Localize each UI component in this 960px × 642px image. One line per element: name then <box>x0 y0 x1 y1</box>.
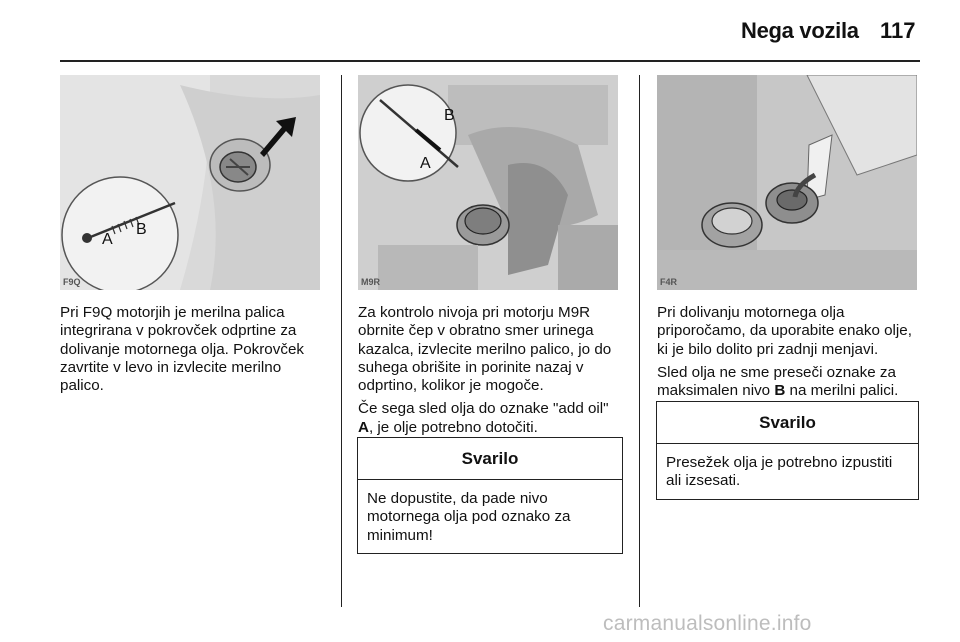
column-3-text <box>657 304 923 405</box>
figure-code: F4R <box>660 277 678 287</box>
figure-code: M9R <box>361 277 381 287</box>
figure-code: F9Q <box>63 277 81 287</box>
mark-b: B <box>774 382 786 400</box>
warning-box <box>656 401 919 500</box>
column-2-text <box>358 304 624 442</box>
warning-body: Presežek olja je potrebno izpustiti ali izsesati. <box>666 454 893 490</box>
column-1-text <box>60 304 322 400</box>
paragraph-max-level <box>657 364 923 401</box>
warning-body: Ne dopustite, da pade nivo motornega olja pod oznako za minimum! <box>367 490 571 544</box>
mark-a: A <box>358 418 369 436</box>
header-rule <box>60 60 920 62</box>
paragraph-text: Če sega sled olja do oznake "add oil" <box>358 400 609 418</box>
warning-box <box>357 437 623 554</box>
paragraph: Pri F9Q motorjih je merilna palica integrirana v pokrovček odprtine za dolivanje motornega olja. Pokrovček zavrtite v levo in izvlecite merilno palico. <box>60 304 304 395</box>
figure-label-a: A <box>420 155 431 172</box>
paragraph-text-end: na merilni palici. <box>785 382 899 400</box>
figure-f4r <box>657 75 917 290</box>
paragraph-text-end: , je olje potrebno dotočiti. <box>368 418 538 436</box>
page-number: 117 <box>880 18 916 43</box>
column-separator-2 <box>639 75 640 607</box>
paragraph: Za kontrolo nivoja pri motorju M9R obrnite čep v obratno smer urinega kazalca, izvlecite merilno palico, jo do suhega obrišite in porinite nazaj v odprtino, kolikor je mogoče. <box>358 304 612 395</box>
warning-title: Svarilo <box>358 438 622 480</box>
figure-m9r <box>358 75 618 290</box>
column-separator-1 <box>341 75 342 607</box>
paragraph-text: Sled olja ne sme preseči oznake za maksimalen nivo <box>657 363 896 400</box>
figure-f9q <box>60 75 320 290</box>
figure-label-b: B <box>136 221 147 238</box>
figure-label-a: A <box>102 231 113 248</box>
watermark: carmanualsonline.info <box>603 612 812 635</box>
paragraph: Pri dolivanju motornega olja priporočamo, da uporabite enako olje, ki je bilo dolito pri zadnji menjavi. <box>657 304 912 358</box>
paragraph-add-oil <box>358 400 624 437</box>
figure-label-b: B <box>444 107 455 124</box>
page-header-title: Nega vozila <box>741 18 859 43</box>
warning-title: Svarilo <box>657 402 918 444</box>
